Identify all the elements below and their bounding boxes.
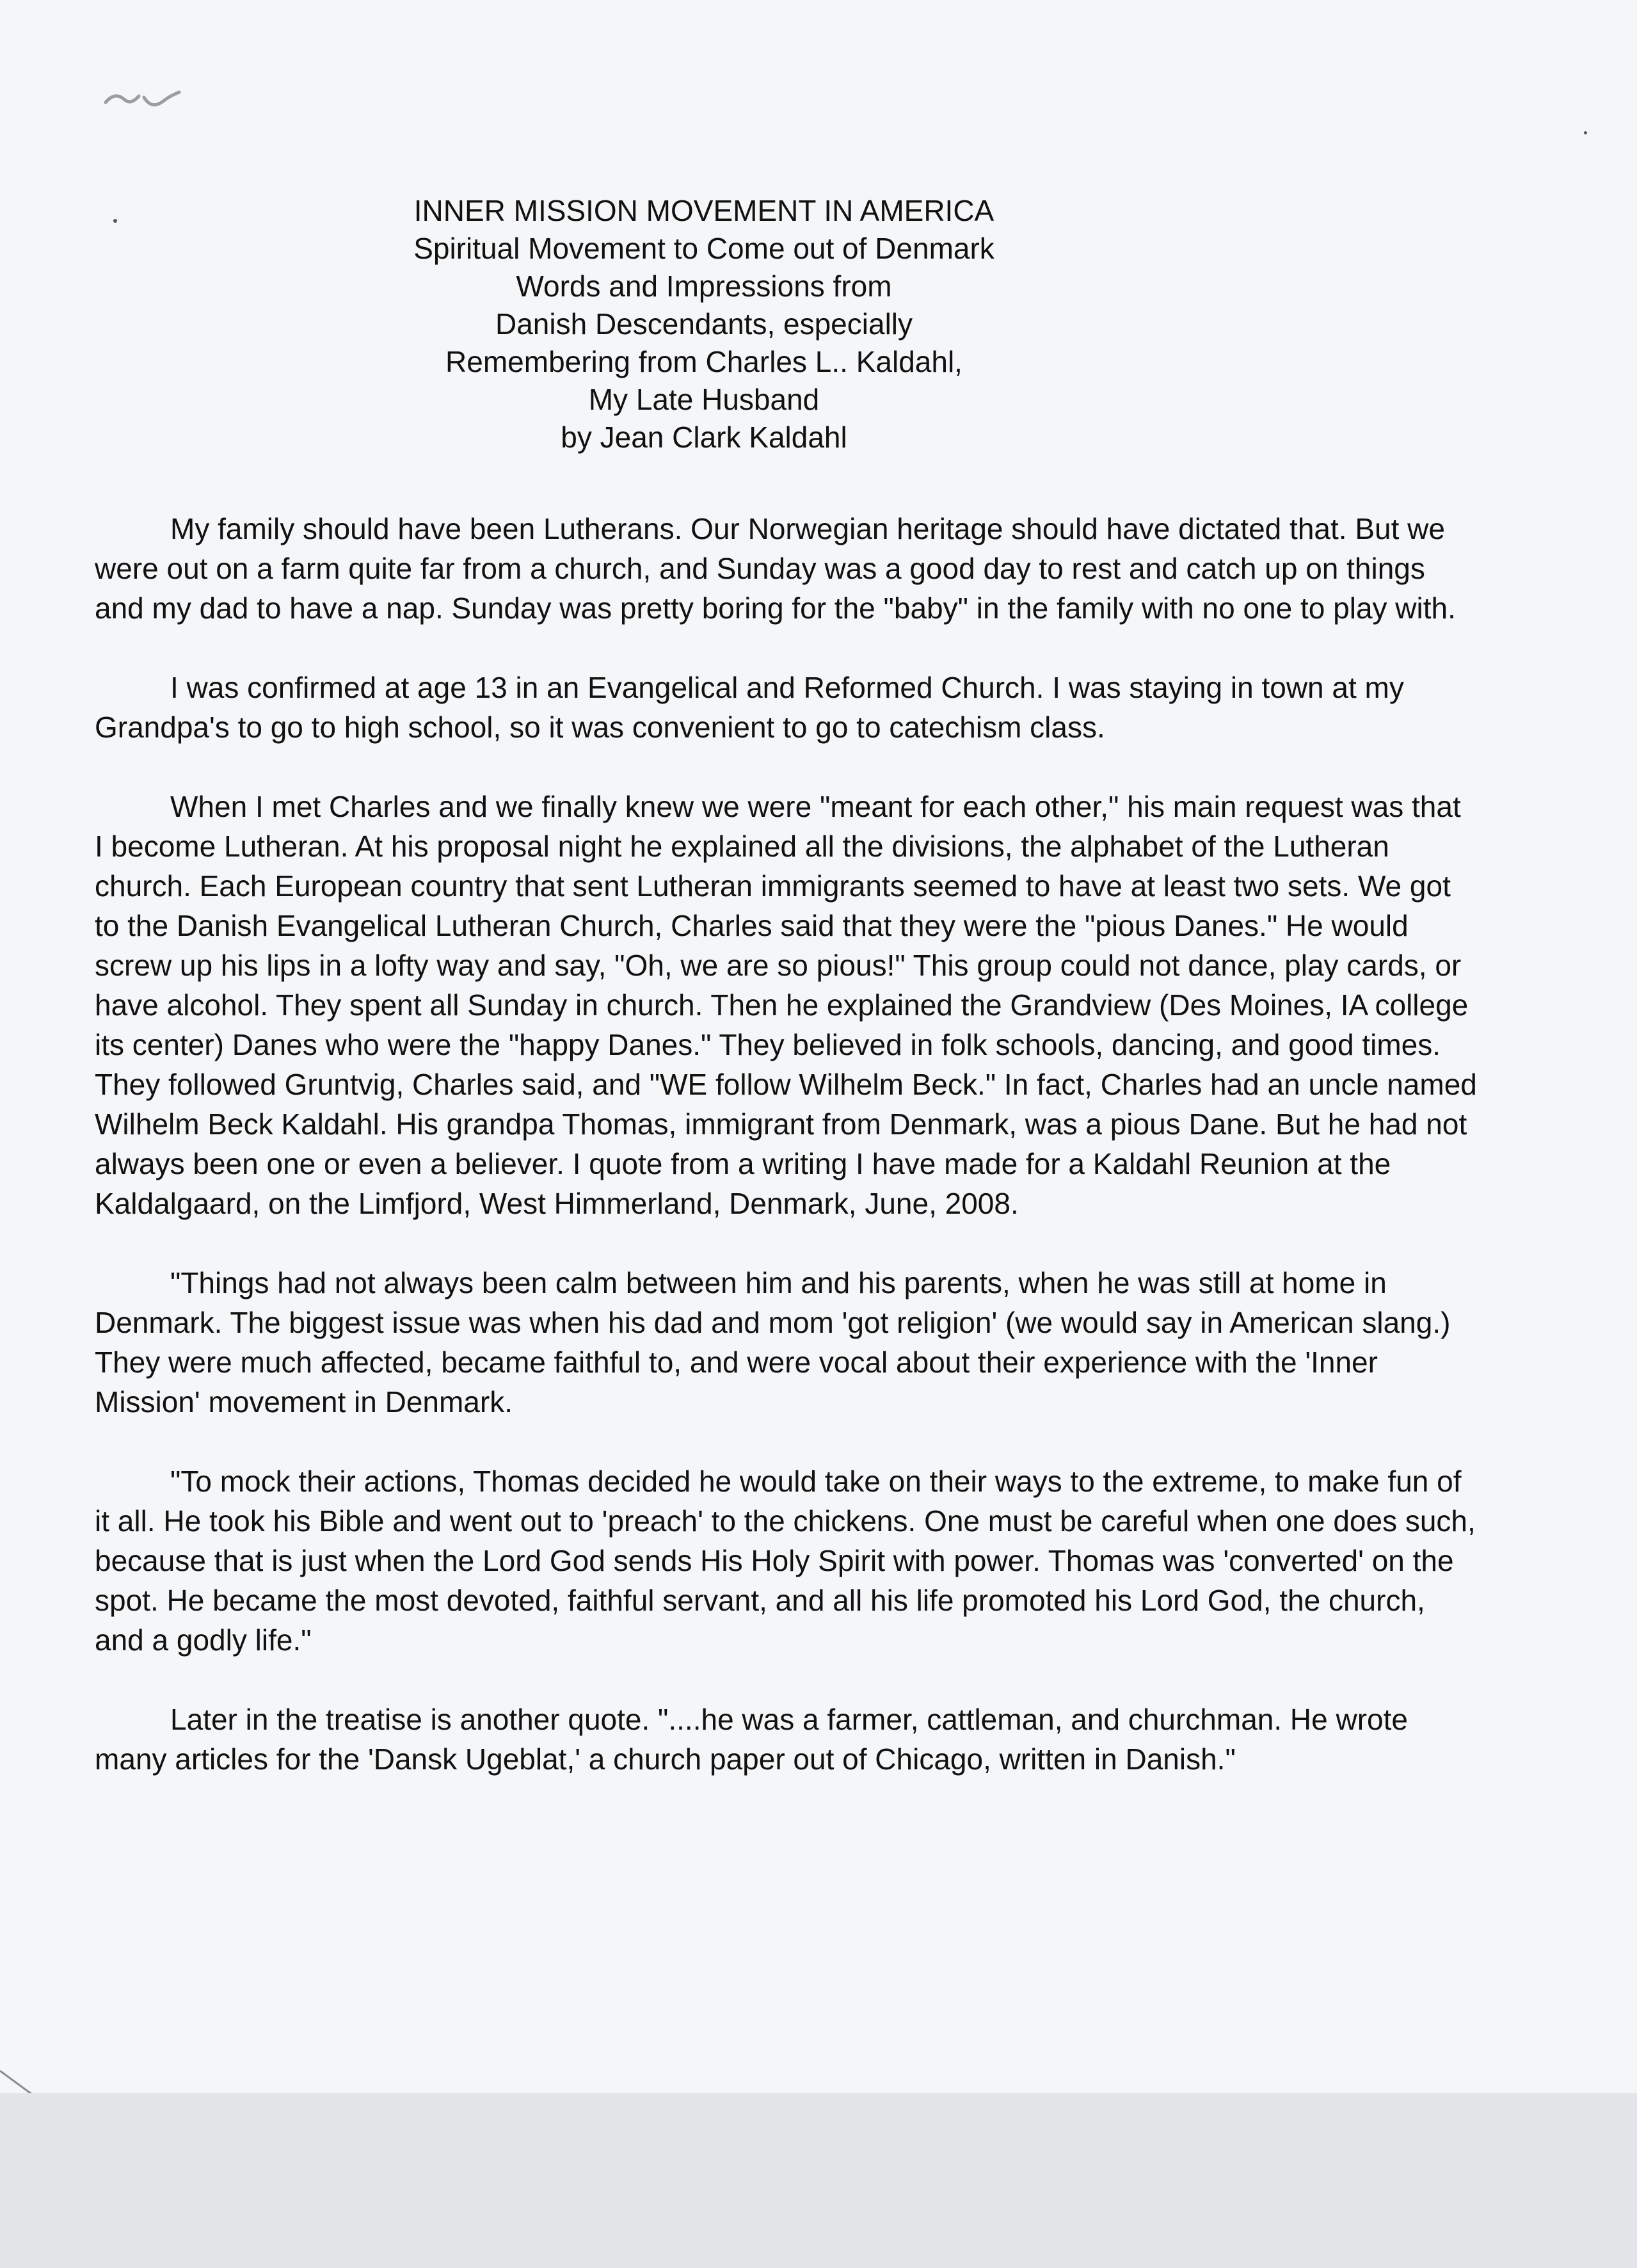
paragraph: "Things had not always been calm between him and his parents, when he was still at home in Denmark. The biggest issue was when his dad and mom 'got religion' (we would say in American slang.) They were much affected, became faithful to, and were vocal about their experience with the 'Inner Mission' movement in Denmark. bbox=[95, 1266, 1451, 1419]
document-subtitle: Words and Impressions from bbox=[516, 269, 892, 303]
paragraph: When I met Charles and we finally knew we were "meant for each other," his main request was that I become Lutheran. At his proposal night he explained all the divisions, the alphabet of the Lutheran church. Each European country that sent Lutheran immigrants seemed to have at least two sets. We got to the Danish Evangelical Lutheran Church, Charles said that they were the "pious Danes." He would screw up his lips in a lofty way and say, "Oh, we are so pious!" This group could not dance, play cards, or have alcohol. They spent all Sunday in church. Then he explained the Grandview (Des Moines, IA college its center) Danes who were the "happy Danes." They believed in folk schools, dancing, and good times. They followed Gruntvig, Charles said, and "WE follow Wilhelm Beck." In fact, Charles had an uncle named Wilhelm Beck Kaldahl. His grandpa Thomas, immigrant from Denmark, was a pious Dane. But he had not always been one or even a believer. I quote from a writing I have made for a Kaldahl Reunion at the Kaldalgaard, on the Limfjord, West Himmerland, Denmark, June, 2008. bbox=[95, 790, 1477, 1220]
paragraph: I was confirmed at age 13 in an Evangelical and Reformed Church. I was staying in town at my Grandpa's to go to high school, so it was convenient to go to catechism class. bbox=[95, 671, 1404, 744]
staple-mark bbox=[99, 83, 195, 122]
document-body bbox=[95, 509, 1477, 1819]
document-subtitle: Remembering from Charles L.. Kaldahl, bbox=[445, 345, 962, 378]
document-title-block bbox=[320, 192, 1088, 456]
paragraph: Later in the treatise is another quote. "....he was a farmer, cattleman, and churchman. He wrote many articles for the 'Dansk Ugeblat,' a church paper out of Chicago, written in Danish." bbox=[95, 1703, 1408, 1776]
scanner-bed-margin bbox=[0, 2093, 1637, 2268]
scan-speck bbox=[113, 219, 117, 223]
paragraph: "To mock their actions, Thomas decided he would take on their ways to the extreme, to make fun of it all. He took his Bible and went out to 'preach' to the chickens. One must be careful when one does such, because that is just when the Lord God sends His Holy Spirit with power. Thomas was 'converted' on the spot. He became the most devoted, faithful servant, and all his life promoted his Lord God, the church, and a godly life." bbox=[95, 1465, 1476, 1657]
document-subtitle: Danish Descendants, especially bbox=[495, 307, 913, 341]
paragraph: My family should have been Lutherans. Our Norwegian heritage should have dictated that. But we were out on a farm quite far from a church, and Sunday was a good day to rest and catch up on things and my dad to have a nap. Sunday was pretty boring for the "baby" in the family with no one to play with. bbox=[95, 512, 1456, 625]
document-subtitle: Spiritual Movement to Come out of Denmark bbox=[413, 232, 994, 265]
document-author: by Jean Clark Kaldahl bbox=[561, 421, 847, 454]
scan-speck bbox=[1584, 131, 1587, 134]
document-title: INNER MISSION MOVEMENT IN AMERICA bbox=[413, 194, 994, 227]
document-subtitle: My Late Husband bbox=[588, 383, 820, 416]
